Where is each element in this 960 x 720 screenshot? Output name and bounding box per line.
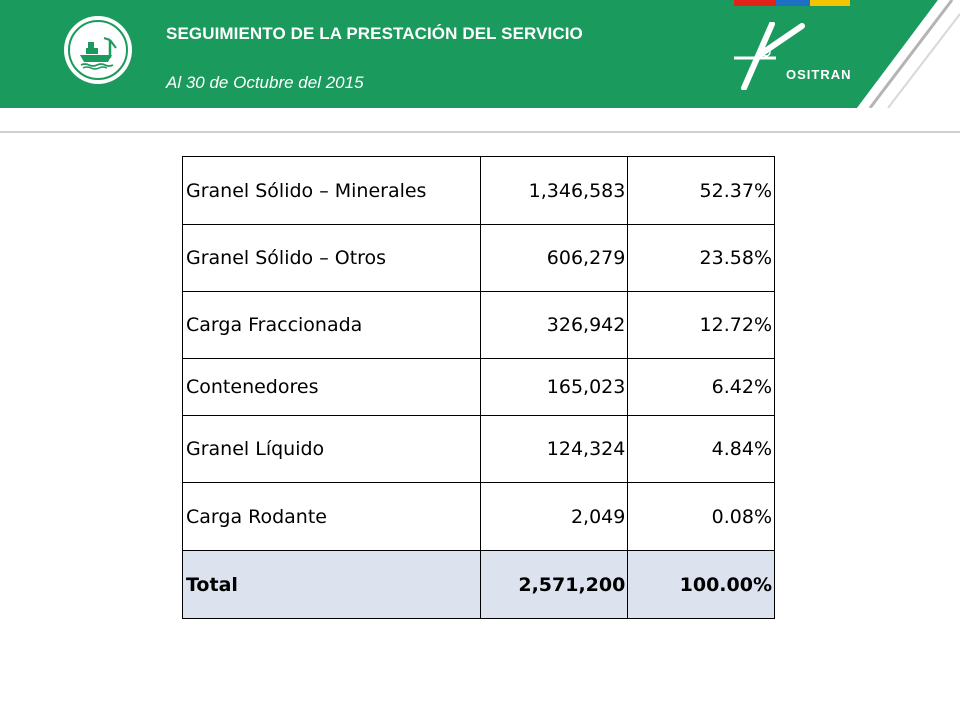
share-cell: 6.42% — [628, 359, 775, 416]
table-row — [183, 157, 775, 225]
cargo-table — [182, 156, 775, 619]
tonnage-cell: 165,023 — [480, 359, 628, 416]
tonnage-cell: 326,942 — [480, 292, 628, 359]
total-row — [183, 551, 775, 619]
port-logo — [64, 16, 132, 84]
category-cell: Carga Fraccionada — [183, 292, 481, 359]
header-green-band — [0, 0, 960, 108]
category-cell: Granel Sólido – Minerales — [183, 157, 481, 225]
header-divider — [0, 131, 960, 133]
category-cell: Granel Sólido – Otros — [183, 225, 481, 292]
share-cell: 12.72% — [628, 292, 775, 359]
tonnage-cell: 124,324 — [480, 416, 628, 483]
tonnage-cell: 1,346,583 — [480, 157, 628, 225]
category-cell: Carga Rodante — [183, 483, 481, 551]
table-row — [183, 416, 775, 483]
total-share-cell: 100.00% — [628, 551, 775, 619]
tonnage-cell: 2,049 — [480, 483, 628, 551]
color-strip-red — [734, 0, 776, 6]
tonnage-cell: 606,279 — [480, 225, 628, 292]
table-row — [183, 483, 775, 551]
total-label-cell: Total — [183, 551, 481, 619]
category-cell: Contenedores — [183, 359, 481, 416]
color-strip-blue — [776, 0, 810, 6]
page-subtitle-date: Al 30 de Octubre del 2015 — [166, 73, 364, 92]
page-title: SEGUIMIENTO DE LA PRESTACIÓN DEL SERVICIO — [166, 24, 583, 43]
share-cell: 0.08% — [628, 483, 775, 551]
total-tonnage-cell: 2,571,200 — [480, 551, 628, 619]
brand-name: OSITRAN — [786, 67, 852, 82]
header-banner — [0, 0, 960, 108]
table-row — [183, 225, 775, 292]
category-cell: Granel Líquido — [183, 416, 481, 483]
share-cell: 23.58% — [628, 225, 775, 292]
share-cell: 52.37% — [628, 157, 775, 225]
share-cell: 4.84% — [628, 416, 775, 483]
color-strip-yellow — [810, 0, 850, 6]
ship-crane-icon — [76, 28, 120, 72]
table-row — [183, 292, 775, 359]
table-row — [183, 359, 775, 416]
